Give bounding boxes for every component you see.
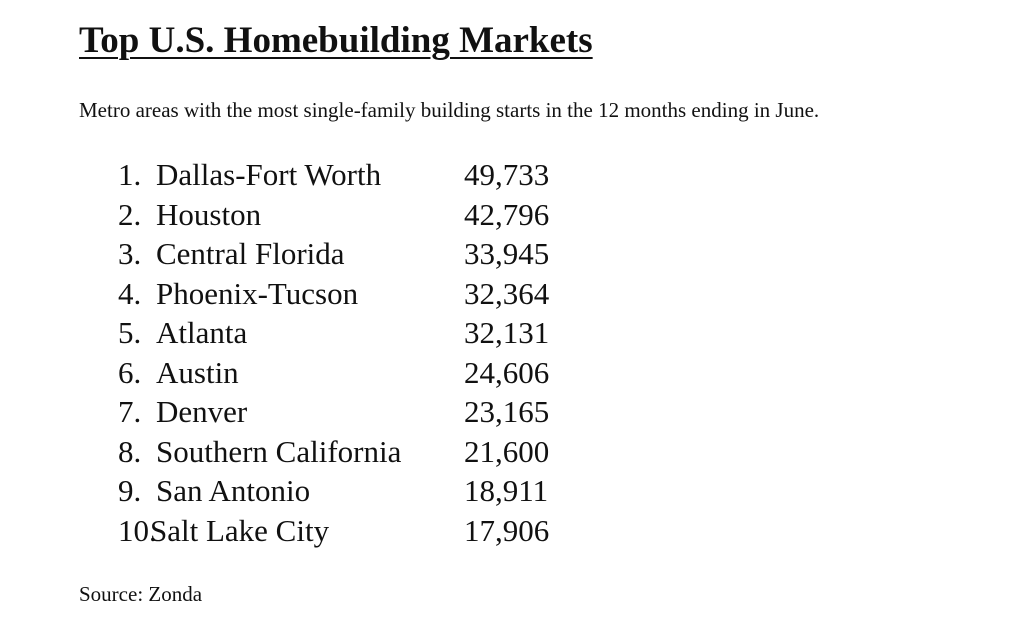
market-name: Dallas-Fort Worth xyxy=(156,157,382,192)
market-starts: 24,606 xyxy=(464,354,550,390)
market-starts: 21,600 xyxy=(464,433,550,469)
market-name: Phoenix-Tucson xyxy=(156,275,359,311)
market-starts: 33,945 xyxy=(464,236,550,271)
rank-number: 1. xyxy=(118,157,142,192)
list-item xyxy=(118,511,578,551)
market-name: San Antonio xyxy=(156,473,311,508)
market-starts: 42,796 xyxy=(464,196,550,232)
market-starts: 18,911 xyxy=(464,473,549,508)
market-starts: 17,906 xyxy=(464,512,550,548)
rank-number: 7. xyxy=(118,394,142,429)
rank-number: 9. xyxy=(118,473,142,508)
source-note: Source: Zonda xyxy=(79,582,203,606)
market-starts: 32,131 xyxy=(464,315,550,350)
list-item xyxy=(118,432,578,472)
list-item xyxy=(118,313,578,353)
rank-number: 5. xyxy=(118,315,142,350)
rank-number: 3. xyxy=(118,236,142,271)
rank-number: 4. xyxy=(118,275,142,311)
rank-number: 2. xyxy=(118,196,142,232)
rank-number: 8. xyxy=(118,433,142,469)
market-starts: 49,733 xyxy=(464,157,550,192)
page-title: Top U.S. Homebuilding Markets xyxy=(79,20,593,61)
market-name: Atlanta xyxy=(156,315,248,350)
list-item xyxy=(118,274,578,314)
list-item xyxy=(118,392,578,432)
market-ranking-list xyxy=(118,155,578,550)
list-item xyxy=(118,155,578,195)
market-starts: 23,165 xyxy=(464,394,550,429)
market-name: Salt Lake City xyxy=(150,512,330,548)
market-name: Denver xyxy=(156,394,248,429)
subtitle: Metro areas with the most single-family building starts in the 12 months ending in June. xyxy=(79,98,820,122)
market-name: Southern California xyxy=(156,433,402,469)
market-starts: 32,364 xyxy=(464,275,550,311)
list-item xyxy=(118,353,578,393)
list-item xyxy=(118,195,578,235)
rank-number: 10. xyxy=(118,512,157,548)
market-name: Austin xyxy=(156,354,239,390)
market-name: Houston xyxy=(156,196,262,232)
list-item xyxy=(118,234,578,274)
list-item xyxy=(118,471,578,511)
market-name: Central Florida xyxy=(156,236,345,271)
rank-number: 6. xyxy=(118,354,142,390)
